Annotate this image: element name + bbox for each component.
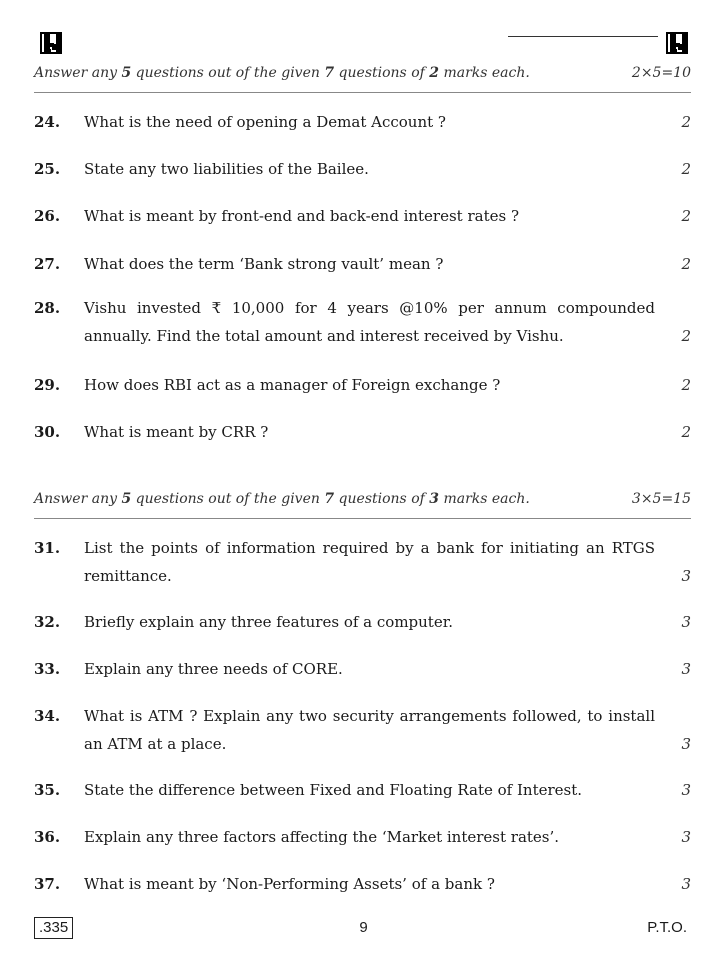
question-marks: 2 xyxy=(681,113,691,131)
question-number: 28. xyxy=(34,299,61,317)
question-item xyxy=(34,870,691,898)
question-number: 26. xyxy=(34,207,61,225)
question-number: 37. xyxy=(34,875,61,893)
section-a-instruction-text: Answer any 5 questions out of the given 7 questions of 2 marks each. xyxy=(34,65,530,81)
question-item xyxy=(34,155,691,183)
question-item xyxy=(34,418,691,446)
question-text: What is meant by front-end and back-end interest rates ? xyxy=(84,207,519,225)
question-marks: 2 xyxy=(681,327,691,345)
question-item xyxy=(34,655,691,683)
question-text: Briefly explain any three features of a computer. xyxy=(84,613,453,631)
question-text: What is meant by CRR ? xyxy=(84,423,269,441)
question-marks: 2 xyxy=(681,255,691,273)
question-text: List the points of information required by a bank for initiating an RTGS remittance. xyxy=(84,539,655,585)
question-marks: 3 xyxy=(681,828,691,846)
question-marks: 3 xyxy=(681,660,691,678)
pto-label: P.T.O. xyxy=(647,919,687,936)
question-marks: 3 xyxy=(681,567,691,585)
question-item xyxy=(34,608,691,636)
question-text: Vishu invested ₹ 10,000 for 4 years @10% per annum compounded annually. Find the total amount and interest received by Vishu. xyxy=(84,299,655,345)
section-b-instruction-text: Answer any 5 questions out of the given 7 questions of 3 marks each. xyxy=(34,491,530,507)
question-item xyxy=(34,823,691,851)
section-a-marks-formula: 2×5=10 xyxy=(631,65,691,81)
question-item xyxy=(34,776,691,804)
qr-code-left-icon xyxy=(40,32,62,54)
question-text: What is ATM ? Explain any two security arrangements followed, to install an ATM at a place. xyxy=(84,707,655,753)
question-number: 25. xyxy=(34,160,61,178)
question-text: State any two liabilities of the Bailee. xyxy=(84,160,369,178)
question-item xyxy=(34,202,691,230)
question-number: 35. xyxy=(34,781,61,799)
question-number: 32. xyxy=(34,613,61,631)
candidate-code-line xyxy=(508,36,658,37)
question-text: How does RBI act as a manager of Foreign exchange ? xyxy=(84,376,501,394)
question-marks: 2 xyxy=(681,423,691,441)
qr-code-right-icon xyxy=(666,32,688,54)
question-item xyxy=(34,534,691,590)
question-marks: 3 xyxy=(681,875,691,893)
question-number: 24. xyxy=(34,113,61,131)
question-number: 36. xyxy=(34,828,61,846)
question-number: 27. xyxy=(34,255,61,273)
question-text: Explain any three needs of CORE. xyxy=(84,660,343,678)
section-b-divider xyxy=(34,518,691,519)
question-text: What does the term ‘Bank strong vault’ mean ? xyxy=(84,255,444,273)
question-number: 31. xyxy=(34,539,61,557)
question-item xyxy=(34,702,691,758)
question-text: What is meant by ‘Non-Performing Assets’ of a bank ? xyxy=(84,875,495,893)
question-item xyxy=(34,294,691,350)
section-a-instruction xyxy=(34,65,691,81)
question-text: Explain any three factors affecting the ‘Market interest rates’. xyxy=(84,828,560,846)
question-marks: 3 xyxy=(681,735,691,753)
question-marks: 3 xyxy=(681,613,691,631)
page-number: 9 xyxy=(359,919,368,936)
question-marks: 2 xyxy=(681,207,691,225)
question-text: What is the need of opening a Demat Account ? xyxy=(84,113,446,131)
paper-code-box: .335 xyxy=(34,917,73,939)
question-number: 29. xyxy=(34,376,61,394)
section-a-divider xyxy=(34,92,691,93)
question-marks: 3 xyxy=(681,781,691,799)
question-item xyxy=(34,250,691,278)
section-b-instruction xyxy=(34,491,691,507)
section-b-marks-formula: 3×5=15 xyxy=(631,491,691,507)
question-number: 33. xyxy=(34,660,61,678)
question-item xyxy=(34,108,691,136)
question-text: State the difference between Fixed and Floating Rate of Interest. xyxy=(84,781,583,799)
question-item xyxy=(34,371,691,399)
question-marks: 2 xyxy=(681,376,691,394)
question-marks: 2 xyxy=(681,160,691,178)
question-number: 30. xyxy=(34,423,61,441)
question-number: 34. xyxy=(34,707,61,725)
